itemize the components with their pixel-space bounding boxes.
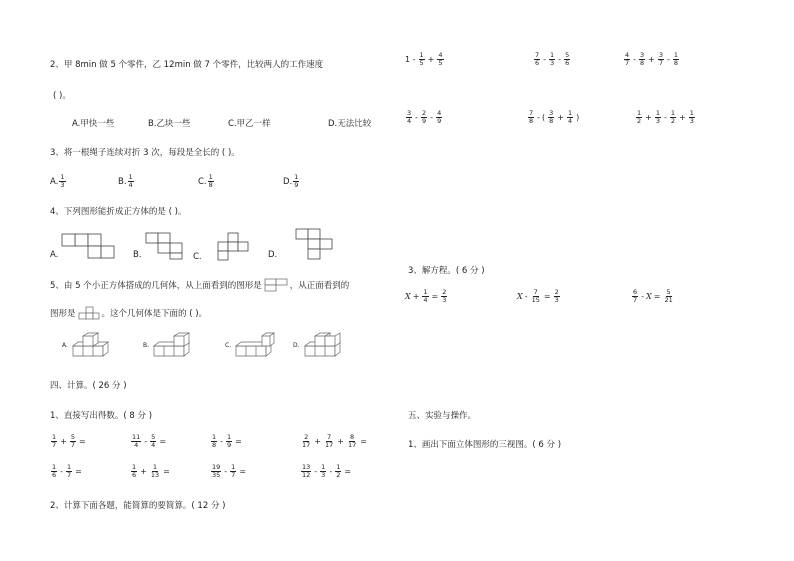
operator: ) xyxy=(576,113,580,122)
fraction: $\frac{1}{3}$ xyxy=(689,109,694,125)
fraction: $\frac{2}{17}$ xyxy=(302,433,311,449)
solid-figure-a xyxy=(71,332,117,358)
fraction: $\frac{1}{8}$ xyxy=(212,433,217,449)
cube-net-a xyxy=(61,232,117,260)
q3-option-d[interactable] xyxy=(283,174,300,189)
fraction: $\frac{3}{8}$ xyxy=(549,109,554,125)
fraction: $\frac{4}{7}$ xyxy=(625,51,630,67)
q3-option-a[interactable] xyxy=(50,174,67,189)
fraction: $\frac{3}{8}$ xyxy=(640,51,645,67)
fraction: $\frac{7}{15}$ xyxy=(531,288,540,304)
section5-title: 五、实验与操作。 xyxy=(408,411,477,421)
fraction: $\frac{5}{21}$ xyxy=(664,288,673,304)
expression[interactable] xyxy=(517,289,561,304)
operator: + xyxy=(337,437,344,446)
fraction: $\frac{1}{6}$ xyxy=(132,463,137,479)
fraction: $\frac{3}{4}$ xyxy=(407,109,412,125)
fraction: $\frac{1}{7}$ xyxy=(52,433,57,449)
fraction: $\frac{5}{7}$ xyxy=(70,433,75,449)
q5-line2b: 。这个几何体是下面的 ( )。 xyxy=(101,309,208,319)
expression[interactable] xyxy=(130,434,166,449)
q4-option-a-label: A. xyxy=(50,250,59,260)
q2-line1: 2、甲 8min 做 5 个零件，乙 12min 做 7 个零件，比较两人的工作速度 xyxy=(50,60,324,70)
operator: - xyxy=(524,292,528,301)
q2-option-a[interactable]: A.甲快一些 xyxy=(72,119,115,129)
q4-option-b[interactable] xyxy=(133,232,189,260)
variable-x: X xyxy=(517,292,523,301)
fraction: $\frac{1}{4}$ xyxy=(423,288,428,304)
q5-option-a[interactable] xyxy=(62,332,117,358)
operator: + xyxy=(60,437,67,446)
equals-sign: = xyxy=(239,467,247,476)
q4-option-a[interactable] xyxy=(50,232,117,260)
operator: - xyxy=(558,55,562,64)
prefix: 1 - xyxy=(405,55,416,64)
operator: ( xyxy=(542,113,546,122)
operator: - xyxy=(633,55,637,64)
fraction: $\frac{1}{9}$ xyxy=(294,173,299,189)
fraction: $\frac{3}{7}$ xyxy=(658,51,664,67)
equals-sign: = xyxy=(163,467,170,476)
expression[interactable] xyxy=(300,464,351,479)
q5-line1 xyxy=(50,278,349,292)
operator: + xyxy=(427,55,435,64)
operator: = xyxy=(543,292,551,301)
operator: - xyxy=(641,292,645,301)
cube-net-c xyxy=(205,232,249,262)
section5-sub1: 1、画出下面立体图形的三视图。( 6 分 ) xyxy=(408,440,562,450)
expression[interactable] xyxy=(210,464,246,479)
operator: + xyxy=(645,113,652,122)
fraction: $\frac{1}{3}$ xyxy=(550,51,555,67)
q3-option-d-label: D. xyxy=(283,177,293,187)
operator: - xyxy=(144,437,148,446)
mental-math-row-2 xyxy=(50,464,390,484)
expression[interactable] xyxy=(405,52,445,67)
operator: + xyxy=(140,467,147,476)
fraction: $\frac{7}{8}$ xyxy=(529,109,534,125)
equals-sign: = xyxy=(360,437,367,446)
fraction: $\frac{1}{3}$ xyxy=(60,173,65,189)
fraction: $\frac{4}{5}$ xyxy=(438,51,443,67)
fraction: $\frac{8}{17}$ xyxy=(347,433,357,449)
operator: - xyxy=(415,113,419,122)
operator: = xyxy=(653,292,661,301)
operator: - xyxy=(430,113,434,122)
q2-answer-paren[interactable]: ( )。 xyxy=(53,91,71,101)
fraction: $\frac{1}{13}$ xyxy=(150,463,160,479)
fraction: $\frac{1}{8}$ xyxy=(673,51,679,67)
q3-option-b[interactable] xyxy=(118,174,135,189)
expression[interactable] xyxy=(130,464,170,479)
q4-option-d[interactable] xyxy=(268,228,340,260)
operator: + xyxy=(412,292,420,301)
expression[interactable] xyxy=(533,52,571,67)
operator: - xyxy=(224,467,228,476)
mental-math-row-1 xyxy=(50,434,390,454)
operator: - xyxy=(314,467,318,476)
fraction: $\frac{5}{6}$ xyxy=(565,51,570,67)
operator: + xyxy=(557,113,564,122)
fraction: $\frac{5}{4}$ xyxy=(151,433,156,449)
operator: - xyxy=(329,467,333,476)
cube-net-b xyxy=(145,232,189,260)
q4-option-b-label: B. xyxy=(133,250,142,260)
expression[interactable] xyxy=(405,289,448,304)
q5-line2 xyxy=(50,306,207,320)
equations-title: 3、解方程。( 6 分 ) xyxy=(408,266,485,276)
solid-figure-b xyxy=(152,332,198,358)
fraction: $\frac{1}{7}$ xyxy=(67,463,72,479)
q4-option-d-label: D. xyxy=(268,250,278,260)
operator: + xyxy=(648,55,655,64)
fraction: $\frac{7}{6}$ xyxy=(535,51,540,67)
expression[interactable] xyxy=(300,434,367,449)
fraction: $\frac{1}{3}$ xyxy=(655,109,660,125)
fraction: $\frac{1}{6}$ xyxy=(52,463,57,479)
q5-option-d-label: D. xyxy=(293,341,300,349)
equals-sign: = xyxy=(78,437,86,446)
fraction: $\frac{1}{4}$ xyxy=(568,109,573,125)
expression[interactable] xyxy=(527,110,579,125)
equals-sign: = xyxy=(344,467,352,476)
q5-line2a: 图形是 xyxy=(50,309,76,319)
q2-option-d[interactable]: D.无法比较 xyxy=(328,119,372,129)
expression[interactable] xyxy=(210,434,242,449)
fraction: $\frac{1}{2}$ xyxy=(637,109,642,125)
expression[interactable] xyxy=(635,110,696,125)
fraction: $\frac{4}{9}$ xyxy=(437,109,442,125)
fraction: $\frac{2}{3}$ xyxy=(442,288,447,304)
equals-sign: = xyxy=(75,467,82,476)
variable-x: X xyxy=(646,292,652,301)
variable-x: X xyxy=(405,292,411,301)
q5-option-d[interactable] xyxy=(293,332,349,358)
q5-option-b-label: B. xyxy=(143,341,150,349)
operator: = xyxy=(431,292,439,301)
operator: - xyxy=(543,55,547,64)
q5-line1a: 5、由 5 个小正方体搭成的几何体，从上面看到的图形是 xyxy=(50,281,262,291)
fraction: $\frac{6}{7}$ xyxy=(633,288,638,304)
q3-option-b-label: B. xyxy=(118,177,127,187)
q2-option-b[interactable]: B.乙块一些 xyxy=(148,119,191,129)
fraction: $\frac{1}{8}$ xyxy=(208,173,213,189)
fraction: $\frac{1}{5}$ xyxy=(419,51,424,67)
q3-option-c-label: C. xyxy=(198,177,207,187)
cube-net-d xyxy=(280,228,340,260)
fraction: $\frac{1}{7}$ xyxy=(231,463,236,479)
equals-sign: = xyxy=(235,437,242,446)
operator: + xyxy=(314,437,321,446)
calc-row-1 xyxy=(405,52,745,74)
front-view-figure xyxy=(78,306,100,320)
section4-sub2: 2、计算下面各题，能简算的要简算。( 12 分 ) xyxy=(50,501,226,511)
equals-sign: = xyxy=(159,437,167,446)
q5-line1b: ，从正面看到的 xyxy=(289,281,350,291)
fraction: $\frac{2}{3}$ xyxy=(554,288,559,304)
fraction: $\frac{1}{2}$ xyxy=(336,463,341,479)
calc-row-2 xyxy=(405,110,745,132)
fraction: $\frac{1}{2}$ xyxy=(670,109,676,125)
fraction: $\frac{19}{35}$ xyxy=(212,463,221,479)
fraction: $\frac{1}{9}$ xyxy=(227,433,232,449)
expression[interactable] xyxy=(405,110,443,125)
q4-option-c[interactable] xyxy=(193,232,249,262)
q5-option-c[interactable] xyxy=(225,332,280,358)
fraction: $\frac{11}{4}$ xyxy=(132,433,141,449)
fraction: $\frac{1}{3}$ xyxy=(321,463,326,479)
q2-option-c[interactable]: C.甲乙一样 xyxy=(228,119,271,129)
top-view-figure xyxy=(264,278,288,292)
fraction: $\frac{7}{17}$ xyxy=(324,433,334,449)
q5-option-a-label: A. xyxy=(62,341,68,349)
q3-option-a-label: A. xyxy=(50,177,59,187)
fraction: $\frac{2}{9}$ xyxy=(422,109,427,125)
solid-figure-d xyxy=(303,332,349,358)
operator: - xyxy=(60,467,64,476)
fraction: $\frac{13}{12}$ xyxy=(302,463,311,479)
q4-text: 4、下列图形能折成正方体的是 ( )。 xyxy=(50,207,187,217)
expression[interactable] xyxy=(623,52,680,67)
section4-title: 四、计算。( 26 分 ) xyxy=(50,381,127,391)
equations-row xyxy=(405,289,745,311)
section4-sub1: 1、直接写出得数。( 8 分 ) xyxy=(50,411,153,421)
operator: - xyxy=(220,437,224,446)
operator: - xyxy=(537,113,541,122)
expression[interactable] xyxy=(631,289,675,304)
q3-text: 3、将一根绳子连续对折 3 次，每段是全长的 ( )。 xyxy=(50,148,240,158)
q5-option-c-label: C. xyxy=(225,341,232,349)
expression[interactable] xyxy=(50,464,82,479)
operator: - xyxy=(667,55,670,64)
solid-figure-c xyxy=(234,332,280,358)
operator: - xyxy=(663,113,667,122)
operator: + xyxy=(679,113,686,122)
expression[interactable] xyxy=(50,434,86,449)
fraction: $\frac{1}{4}$ xyxy=(128,173,133,189)
q3-option-c[interactable] xyxy=(198,174,215,189)
q5-option-b[interactable] xyxy=(143,332,198,358)
q4-option-c-label: C. xyxy=(193,252,202,262)
